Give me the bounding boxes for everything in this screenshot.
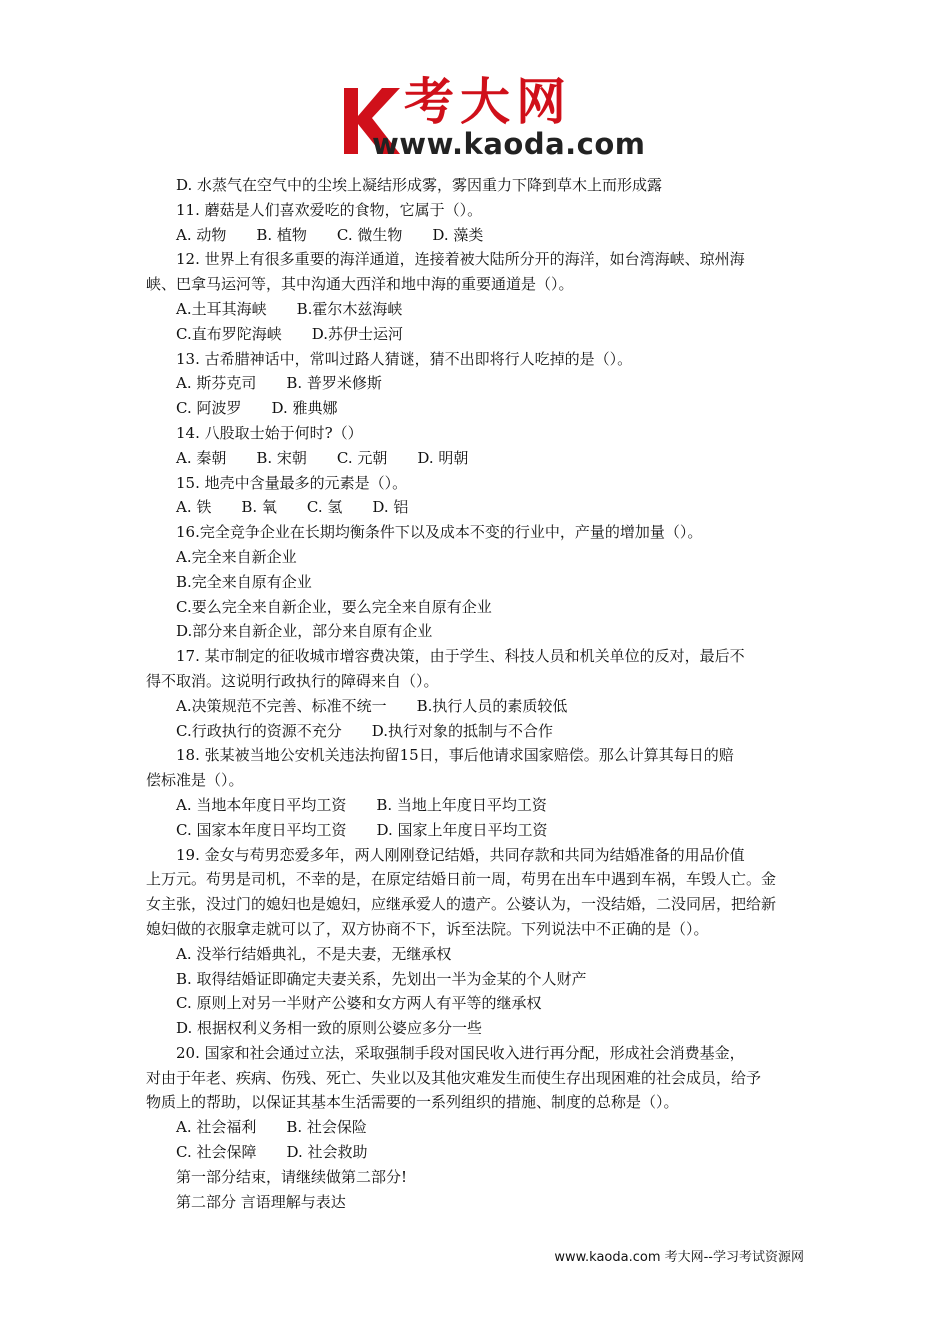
text-line: 得不取消。这说明行政执行的障碍来自（）。 [146, 671, 439, 690]
text-line: C.直布罗陀海峡 D.苏伊士运河 [176, 324, 403, 343]
text-line: A. 没举行结婚典礼，不是夫妻，无继承权 [176, 944, 452, 963]
text-line: D.部分来自新企业，部分来自原有企业 [176, 622, 433, 641]
text-line: A. 秦朝 B. 宋朝 C. 元朝 D. 明朝 [176, 448, 469, 467]
text-line: 偿标准是（）。 [146, 771, 244, 790]
text-line: C. 阿波罗 D. 雅典娜 [176, 399, 338, 418]
text-line: B.完全来自原有企业 [176, 572, 312, 591]
text-line: D. 根据权利义务相一致的原则公婆应多分一些 [176, 1019, 483, 1038]
document-body [146, 173, 808, 1214]
text-line: 物质上的帮助，以保证其基本生活需要的一系列组织的措施、制度的总称是（）。 [146, 1093, 679, 1112]
page-footer: www.kaoda.com 考大网--学习考试资源网 [554, 1250, 804, 1265]
text-line: 15. 地壳中含量最多的元素是（）。 [176, 473, 408, 492]
text-line: 峡、巴拿马运河等，其中沟通大西洋和地中海的重要通道是（）。 [146, 275, 574, 294]
text-line: C. 国家本年度日平均工资 D. 国家上年度日平均工资 [176, 820, 548, 839]
text-line: C.行政执行的资源不充分 D.执行对象的抵制与不合作 [176, 721, 553, 740]
text-line: 17. 某市制定的征收城市增容费决策，由于学生、科技人员和机关单位的反对，最后不 [176, 647, 745, 666]
text-line: A.决策规范不完善、标准不统一 B.执行人员的素质较低 [176, 696, 568, 715]
text-line: 第一部分结束，请继续做第二部分! [176, 1167, 408, 1186]
text-line: 对由于年老、疾病、伤残、死亡、失业以及其他灾难发生而使生存出现困难的社会成员，给予 [146, 1068, 762, 1087]
text-line: A. 铁 B. 氧 C. 氢 D. 铝 [176, 498, 409, 517]
text-line: 媳妇做的衣服拿走就可以了，双方协商不下，诉至法院。下列说法中不正确的是（）。 [146, 919, 709, 938]
logo-brand-text: 考大网 [404, 73, 572, 131]
text-line: A. 社会福利 B. 社会保险 [176, 1118, 367, 1137]
text-line: B. 取得结婚证即确定夫妻关系，先划出一半为金某的个人财产 [176, 969, 587, 988]
text-line: 18. 张某被当地公安机关违法拘留15日，事后他请求国家赔偿。那么计算其每日的赔 [176, 746, 734, 765]
text-line: A.完全来自新企业 [176, 547, 297, 566]
text-line: C.要么完全来自新企业，要么完全来自原有企业 [176, 597, 492, 616]
text-line: A.土耳其海峡 B.霍尔木兹海峡 [176, 299, 403, 318]
text-line: 19. 金女与苟男恋爱多年，两人刚刚登记结婚，共同存款和共同为结婚准备的用品价值 [176, 845, 745, 864]
text-line: 16.完全竞争企业在长期均衡条件下以及成本不变的行业中，产量的增加量（）。 [176, 523, 703, 542]
text-line: 13. 古希腊神话中，常叫过路人猜谜，猜不出即将行人吃掉的是（）。 [176, 349, 633, 368]
text-line: 第二部分 言语理解与表达 [176, 1192, 346, 1211]
text-line: A. 动物 B. 植物 C. 微生物 D. 藻类 [176, 225, 484, 244]
text-line: 11. 蘑菇是人们喜欢爱吃的食物，它属于（）。 [176, 200, 483, 219]
text-line: 12. 世界上有很多重要的海洋通道，连接着被大陆所分开的海洋，如台湾海峡、琼州海 [176, 250, 745, 269]
logo-url-text: www.kaoda.com [372, 127, 646, 161]
text-line: 上万元。苟男是司机，不幸的是，在原定结婚日前一周，苟男在出车中遇到车祸，车毁人亡。金 [146, 870, 777, 889]
text-line: D. 水蒸气在空气中的尘埃上凝结形成雾，雾因重力下降到草木上而形成露 [176, 176, 663, 194]
text-line: 20. 国家和社会通过立法，采取强制手段对国民收入进行再分配，形成社会消费基金， [176, 1043, 745, 1062]
text-line: C. 原则上对另一半财产公婆和女方两人有平等的继承权 [176, 994, 542, 1013]
text-line: A. 斯芬克司 B. 普罗米修斯 [176, 374, 382, 393]
kaoda-logo [338, 73, 658, 161]
text-line: C. 社会保障 D. 社会救助 [176, 1143, 368, 1162]
text-line: 14. 八股取士始于何时?（） [176, 423, 363, 442]
text-line: A. 当地本年度日平均工资 B. 当地上年度日平均工资 [176, 795, 547, 814]
text-line: 女主张，没过门的媳妇也是媳妇，应继承爱人的遗产。公婆认为，一没结婚，二没同居，把给新 [146, 895, 777, 914]
